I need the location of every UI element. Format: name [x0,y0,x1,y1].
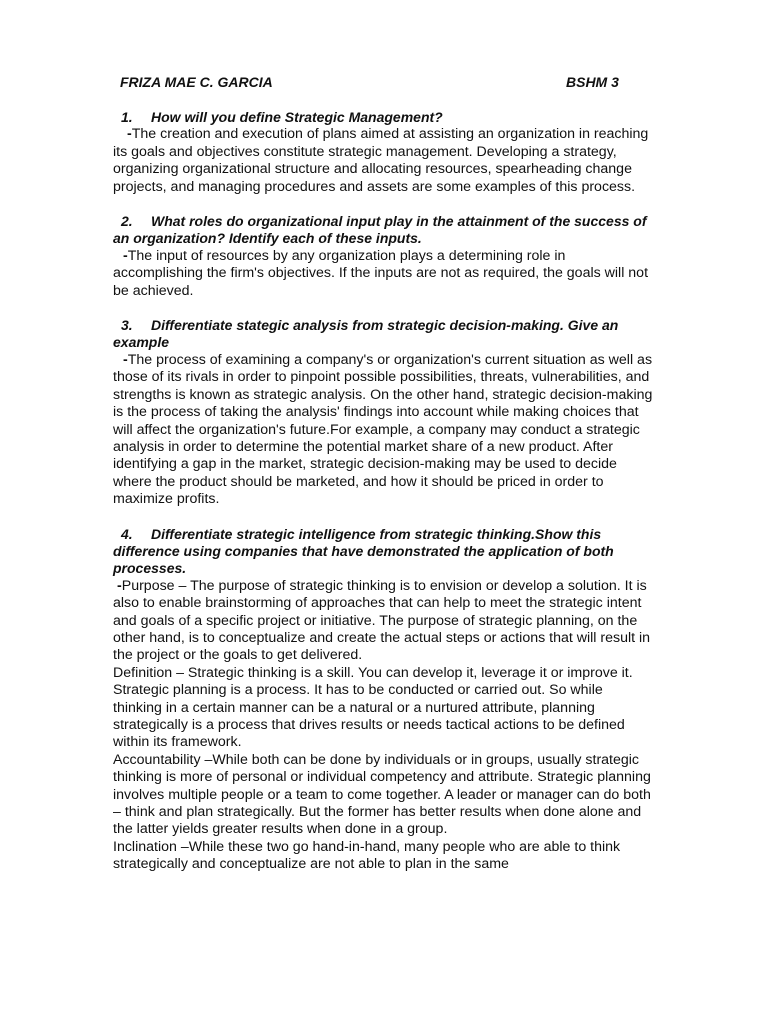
question-section-1 [113,109,653,196]
question-text: Differentiate strategic intelligence from strategic thinking.Show this difference using companies that have demonstrated the application of both processes. [113,525,614,577]
answer-2: -The input of resources by any organization plays a determining role in accomplishing the firm's objectives. If the inputs are not as required, the goals will not be achieved. [113,247,649,299]
answer-3: -The process of examining a company's or organization's current situation as well as those of its rivals in order to pinpoint possible possibilities, threats, vulnerabilities, and strengths is known as strategic analysis. On the other hand, strategic decision-making is the process of taking the analysis' findings into account while making choices that will affect the organization's future.For example, a company may conduct a strategic analysis in order to determine the potential market share of a new product. After identifying a gap in the market, strategic decision-making may be used to decide where the product should be marketed, and how it should be priced in order to maximize profits. [113,351,653,508]
answer-text: The creation and execution of plans aimed at assisting an organization in reaching its goals and objectives constitute strategic management. Developing a strategy, organizing organizational structure and allocating resources, spearheading change projects, and managing procedures and assets are some examples of this process. [113,126,649,195]
question-number: 4. [121,525,133,542]
question-text: Differentiate stategic analysis from strategic decision-making. Give an example [113,317,619,351]
answer-4-accountability: Accountability –While both can be done by individuals or in groups, usually strategic thinking is more of personal or individual competency and attribute. Strategic planning involves multiple people or a team to come together. A leader or manager can do both – think and plan strategically. But the former has better results when done alone and the latter yields greater results when done in a group. [113,751,651,838]
question-number: 2. [121,213,133,230]
question-section-4 [113,526,653,874]
answer-text: The process of examining a company's or organization's current situation as well as those of its rivals in order to pinpoint possible possibilities, threats, vulnerabilities, and strengths is known as strategic analysis. On the other hand, strategic decision-making is the process of taking the analysis' findings into account while making choices that will affect the organization's future.For example, a company may conduct a strategic analysis in order to determine the potential market share of a new product. After identifying a gap in the market, strategic decision-making may be used to decide where the product should be marketed, and how it should be priced in order to maximize profits. [113,351,653,508]
question-text: What roles do organizational input play in the attainment of the success of an organization? Identify each of these inputs. [113,213,647,247]
answer-4-inclination: Inclination –While these two go hand-in-hand, many people who are able to think strategically and conceptualize are not able to plan in the same [113,838,621,873]
answer-4-purpose: -Purpose – The purpose of strategic thinking is to envision or develop a solution. It is also to enable brainstorming of approaches that can help to meet the strategic intent and goals of a specific project or initiative. The purpose of strategic planning, on the other hand, is to conceptualize and create the actual steps or actions that will result in the project or the goals to get delivered. [113,577,651,664]
question-3 [113,317,653,352]
question-section-2 [113,213,653,300]
question-2 [113,213,653,248]
answer-1: -The creation and execution of plans aimed at assisting an organization in reaching its goals and objectives constitute strategic management. Developing a strategy, organizing organizational structure and allocating resources, spearheading change projects, and managing procedures and assets are some examples of this process. [113,126,649,195]
answer-4-definition: Definition – Strategic thinking is a skill. You can develop it, leverage it or improve it. Strategic planning is a process. It has to be conducted or carried out. So while thinking in a certain manner can be a natural or a nurtured attribute, planning strategically is a process that drives results or needs tactical actions to be defined within its framework. [113,664,633,751]
answer-text: Purpose – The purpose of strategic thinking is to envision or develop a solution. It is also to enable brainstorming of approaches that can help to meet the strategic intent and goals of a specific project or initiative. The purpose of strategic planning, on the other hand, is to conceptualize and create the actual steps or actions that will result in the project or the goals to get delivered. [113,577,651,664]
question-number: 1. [121,109,133,125]
document-content [113,74,653,874]
document-header [113,74,653,92]
question-1 [113,109,653,126]
question-section-3 [113,317,653,508]
student-name: FRIZA MAE C. GARCIA [120,74,273,90]
question-number: 3. [121,317,133,334]
student-class: BSHM 3 [566,74,619,90]
question-text: How will you define Strategic Management? [151,109,443,125]
question-4 [113,526,653,578]
answer-text: The input of resources by any organization plays a determining role in accomplishing the firm's objectives. If the inputs are not as required, the goals will not be achieved. [113,247,649,299]
